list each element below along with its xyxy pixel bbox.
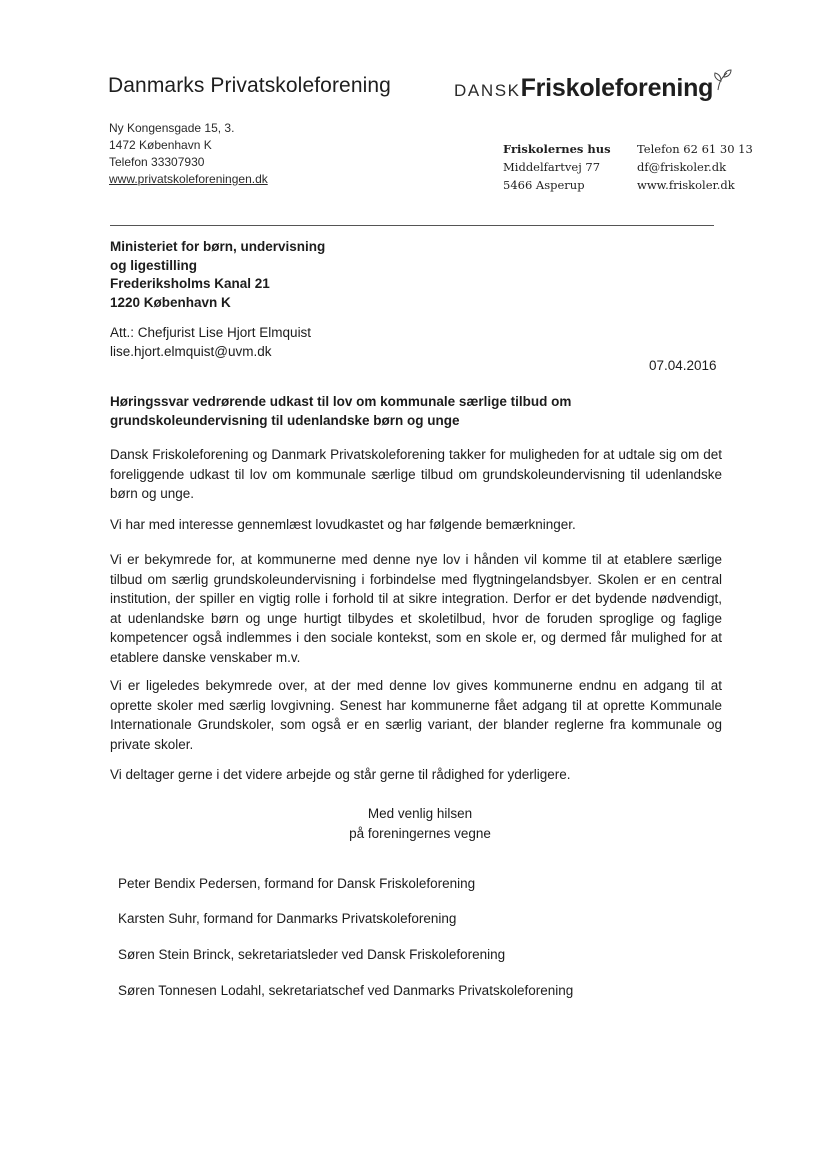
sender-address-left bbox=[109, 120, 268, 188]
leaf-icon bbox=[712, 68, 734, 92]
website-link[interactable]: www.friskoler.dk bbox=[637, 178, 735, 192]
attention-name: Att.: Chefjurist Lise Hjort Elmquist bbox=[110, 325, 312, 340]
phone-number: Telefon 62 61 30 13 bbox=[637, 142, 753, 156]
letter-date: 07.04.2016 bbox=[649, 358, 717, 373]
privatskoleforening-logo: Danmarks Privatskoleforening bbox=[108, 74, 391, 97]
address-line: 5466 Asperup bbox=[503, 178, 585, 192]
friskoleforening-logo bbox=[454, 74, 713, 104]
recipient-line: Frederiksholms Kanal 21 bbox=[110, 276, 270, 291]
attention-email[interactable]: lise.hjort.elmquist@uvm.dk bbox=[110, 343, 272, 359]
signatory: Søren Stein Brinck, sekretariatsleder ved Dansk Friskoleforening bbox=[118, 947, 506, 962]
body-paragraph: Vi deltager gerne i det videre arbejde og står gerne til rådighed for yderligere. bbox=[110, 767, 571, 782]
signatory: Søren Tonnesen Lodahl, sekretariatschef ved Danmarks Privatskoleforening bbox=[118, 983, 574, 998]
closing-block bbox=[320, 804, 520, 844]
house-name: Friskolernes hus bbox=[503, 142, 611, 156]
website-link[interactable]: www.privatskoleforeningen.dk bbox=[109, 172, 268, 186]
body-paragraph: Vi er bekymrede for, at kommunerne med denne nye lov i hånden vil komme til at etablere særlige tilbud om særlig grundskoleundervisning i forbindelse med flygtningelandsbyer. Skolen er en central institution, der spiller en vigtig rolle i forhold til at sikre integration. Derfor er det bydende nødvendigt, at udenlandske børn og unge hurtigt tilbydes et skoletilbud, hvor de foruden sproglige og faglige kompetencer også indlemmes i den sociale kontekst, som en skole er, og dermed får mulighed for at etablere danske venskaber m.v. bbox=[110, 552, 722, 665]
body-paragraph: Vi er ligeledes bekymrede over, at der med denne lov gives kommunerne endnu en adgang til at oprette skoler med særlig lovgivning. Senest har kommunerne fået adgang til at oprette Kommunale Internationale Grundskoler, som også er en særlig variant, der blander reglerne fra kommunale og private skoler. bbox=[110, 678, 722, 752]
header-divider bbox=[110, 225, 714, 226]
attention-block bbox=[110, 324, 311, 361]
signatory: Peter Bendix Pedersen, formand for Dansk Friskoleforening bbox=[118, 876, 476, 891]
sender-contact-right bbox=[637, 140, 753, 194]
logo-prefix: DANSK bbox=[454, 81, 521, 100]
email-link[interactable]: df@friskoler.dk bbox=[637, 160, 727, 174]
body-paragraph: Vi har med interesse gennemlæst lovudkastet og har følgende bemærkninger. bbox=[110, 517, 576, 532]
recipient-line: og ligestilling bbox=[110, 257, 197, 273]
closing-line: Med venlig hilsen bbox=[367, 806, 473, 821]
recipient-address bbox=[110, 238, 325, 312]
signatory: Karsten Suhr, formand for Danmarks Privatskoleforening bbox=[118, 911, 457, 926]
phone-number: Telefon 33307930 bbox=[109, 155, 205, 169]
sender-address-right bbox=[503, 140, 611, 194]
closing-line: på foreningernes vegne bbox=[349, 826, 491, 841]
recipient-line: Ministeriet for børn, undervisning bbox=[110, 239, 326, 254]
recipient-line: 1220 København K bbox=[110, 294, 231, 310]
address-line: 1472 København K bbox=[109, 138, 212, 152]
body-paragraph: Dansk Friskoleforening og Danmark Privatskoleforening takker for muligheden for at udtale sig om det foreliggende udkast til lov om kommunale særlige tilbud om grundskoleundervisning til udenlandske børn og unge. bbox=[110, 447, 722, 501]
address-line: Ny Kongensgade 15, 3. bbox=[109, 121, 235, 135]
logo-name: Friskoleforening bbox=[520, 74, 714, 102]
letter-subject: Høringssvar vedrørende udkast til lov om kommunale særlige tilbud om grundskoleundervisning til udenlandske børn og unge bbox=[110, 394, 572, 428]
address-line: Middelfartvej 77 bbox=[503, 160, 601, 174]
